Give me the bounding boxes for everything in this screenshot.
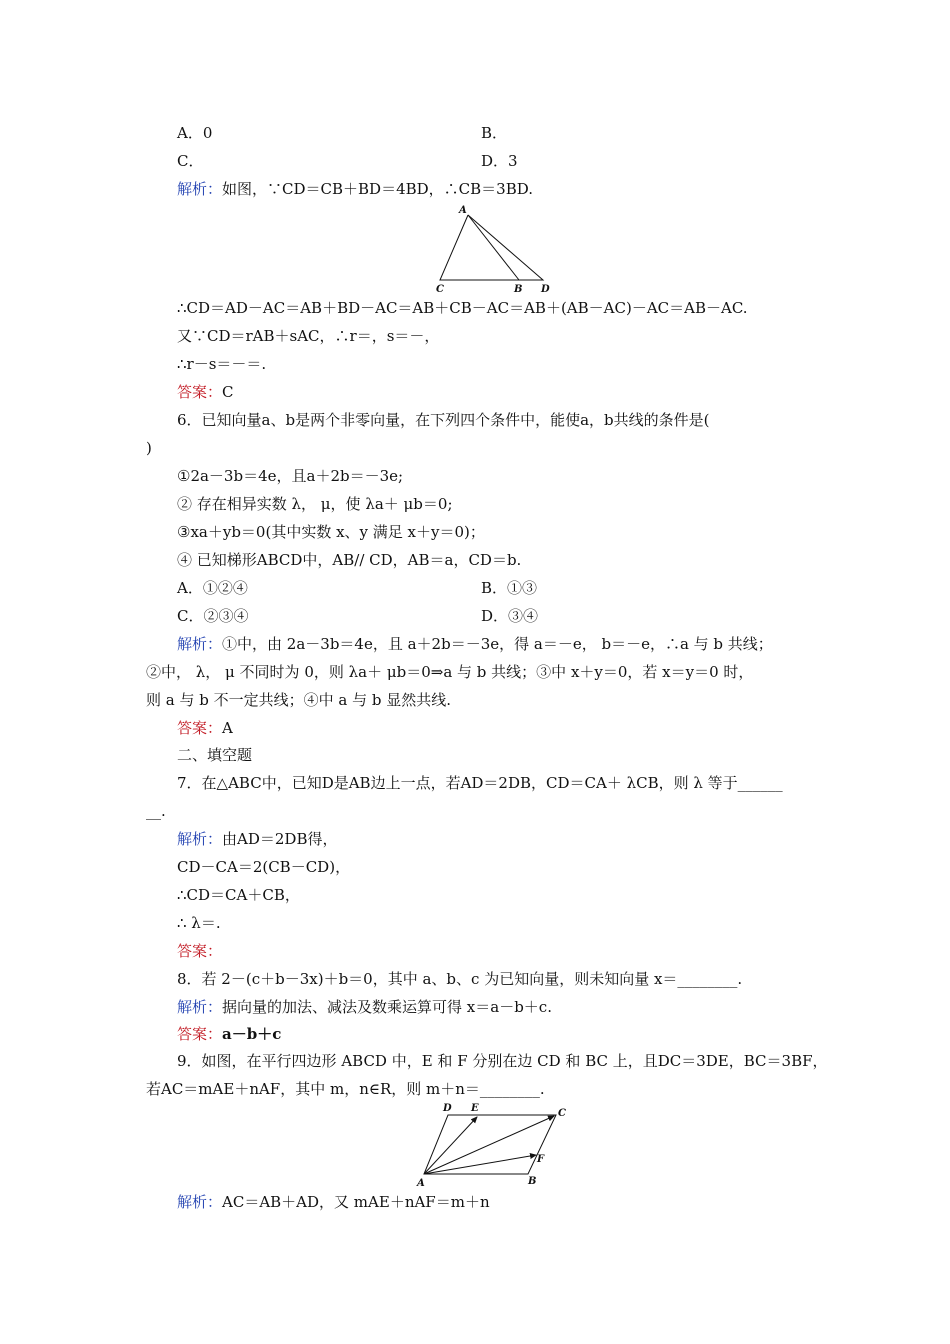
q9-analysis (177, 1192, 490, 1212)
analysis-text: 如图，∵CD＝CB＋BD＝4BD，∴CB＝3BD. (222, 180, 533, 198)
q6-option-d: D．③④ (481, 607, 539, 625)
label-a: A (417, 1178, 425, 1188)
label-a: A (459, 205, 467, 216)
analysis-label: 解析： (177, 830, 223, 848)
label-d: D (541, 284, 550, 294)
analysis-label: 解析： (177, 998, 223, 1016)
analysis-text: ①中，由 2a－3b＝4e，且 a＋2b＝－3e，得 a＝－e， b＝－e，∴a 与 b 共线； (222, 635, 773, 653)
analysis-text: AC＝AB＋AD，又 mAE＋nAF＝m＋n (222, 1193, 490, 1211)
analysis-label: 解析： (177, 180, 223, 198)
analysis-text: 据向量的加法、减法及数乘运算可得 x＝a－b＋c. (222, 998, 552, 1016)
q6-condition-3: ③xa＋yb＝0(其中实数 x、y 满足 x＋y＝0)； (177, 523, 485, 541)
q5-option-a: A．0 (177, 124, 213, 142)
q5-analysis (177, 179, 533, 199)
analysis-label: 解析： (177, 1193, 223, 1211)
q7-answer (177, 941, 222, 961)
q9-stem-cont: 若AC＝mAE＋nAF，其中 m，n∈R，则 m＋n＝________. (146, 1080, 545, 1098)
q5-option-b: B． (481, 124, 508, 142)
segment-ab (468, 215, 519, 280)
triangle-outline (440, 215, 543, 280)
q5-derivation-3: ∴r－s＝－＝. (177, 355, 267, 373)
triangle-figure (430, 202, 555, 294)
label-e: E (471, 1103, 479, 1114)
answer-value: A (222, 719, 233, 737)
answer-value: a－b＋c (222, 1025, 282, 1043)
q9-stem: 9．如图，在平行四边形 ABCD 中，E 和 F 分别在边 CD 和 BC 上，且DC＝3DE，BC＝3BF， (177, 1052, 828, 1070)
label-d: D (443, 1103, 452, 1114)
q6-stem-cont: ) (146, 439, 152, 457)
q6-analysis-3: 则 a 与 b 不一定共线；④中 a 与 b 显然共线. (146, 691, 452, 709)
section-heading: 二、填空题 (177, 746, 253, 764)
q5-option-d: D．3 (481, 152, 518, 170)
q8-analysis (177, 997, 552, 1017)
q7-derivation-3: ∴ λ＝. (177, 914, 221, 932)
label-c: C (436, 284, 444, 294)
q7-analysis (177, 829, 337, 849)
q7-stem-cont: __. (146, 802, 166, 820)
q6-condition-1: ①2a－3b＝4e，且a＋2b＝－3e; (177, 467, 404, 485)
q6-answer (177, 718, 233, 738)
q6-stem: 6．已知向量a、b是两个非零向量，在下列四个条件中，能使a，b共线的条件是( (177, 411, 710, 429)
q6-condition-4: ④ 已知梯形ABCD中，AB// CD，AB＝a，CD＝b. (177, 551, 522, 569)
answer-value: C (222, 383, 234, 401)
label-b: B (528, 1176, 537, 1187)
q8-answer (177, 1024, 281, 1044)
vector-ac (424, 1116, 554, 1174)
analysis-label: 解析： (177, 635, 223, 653)
q5-derivation-1: ∴CD＝AD－AC＝AB＋BD－AC＝AB＋CB－AC＝AB＋(AB－AC)－AC＝AB－AC. (177, 299, 748, 317)
vector-af (424, 1155, 536, 1174)
q5-option-c: C． (177, 152, 204, 170)
answer-label: 答案： (177, 719, 223, 737)
label-f: F (537, 1154, 545, 1165)
parallelogram-figure (412, 1100, 577, 1188)
q6-option-b: B．①③ (481, 579, 538, 597)
q7-derivation-1: CD－CA＝2(CB－CD)， (177, 858, 351, 876)
q6-analysis-2: ②中， λ， μ 不同时为 0，则 λa＋ μb＝0⇒a 与 b 共线；③中 x＋y＝0，若 x＝y＝0 时， (146, 663, 754, 681)
q7-derivation-2: ∴CD＝CA＋CB， (177, 886, 300, 904)
q8-stem: 8．若 2－(c＋b－3x)＋b＝0，其中 a、b、c 为已知向量，则未知向量 x＝________. (177, 970, 743, 988)
answer-label: 答案： (177, 383, 223, 401)
q6-analysis (177, 634, 773, 654)
q6-option-c: C．②③④ (177, 607, 249, 625)
q5-derivation-2: 又∵CD＝rAB＋sAC，∴r＝，s＝－， (177, 327, 440, 345)
label-b: B (514, 284, 523, 294)
label-c: C (558, 1108, 566, 1119)
vector-ae (424, 1117, 477, 1174)
q6-option-a: A．①②④ (177, 579, 248, 597)
analysis-text: 由AD＝2DB得， (222, 830, 338, 848)
answer-label: 答案： (177, 942, 223, 960)
q7-stem: 7．在△ABC中，已知D是AB边上一点，若AD＝2DB，CD＝CA＋ λCB，则 λ 等于______ (177, 774, 783, 792)
answer-label: 答案： (177, 1025, 223, 1043)
q6-condition-2: ② 存在相异实数 λ， μ，使 λa＋ μb＝0; (177, 495, 453, 513)
q5-answer (177, 382, 234, 402)
